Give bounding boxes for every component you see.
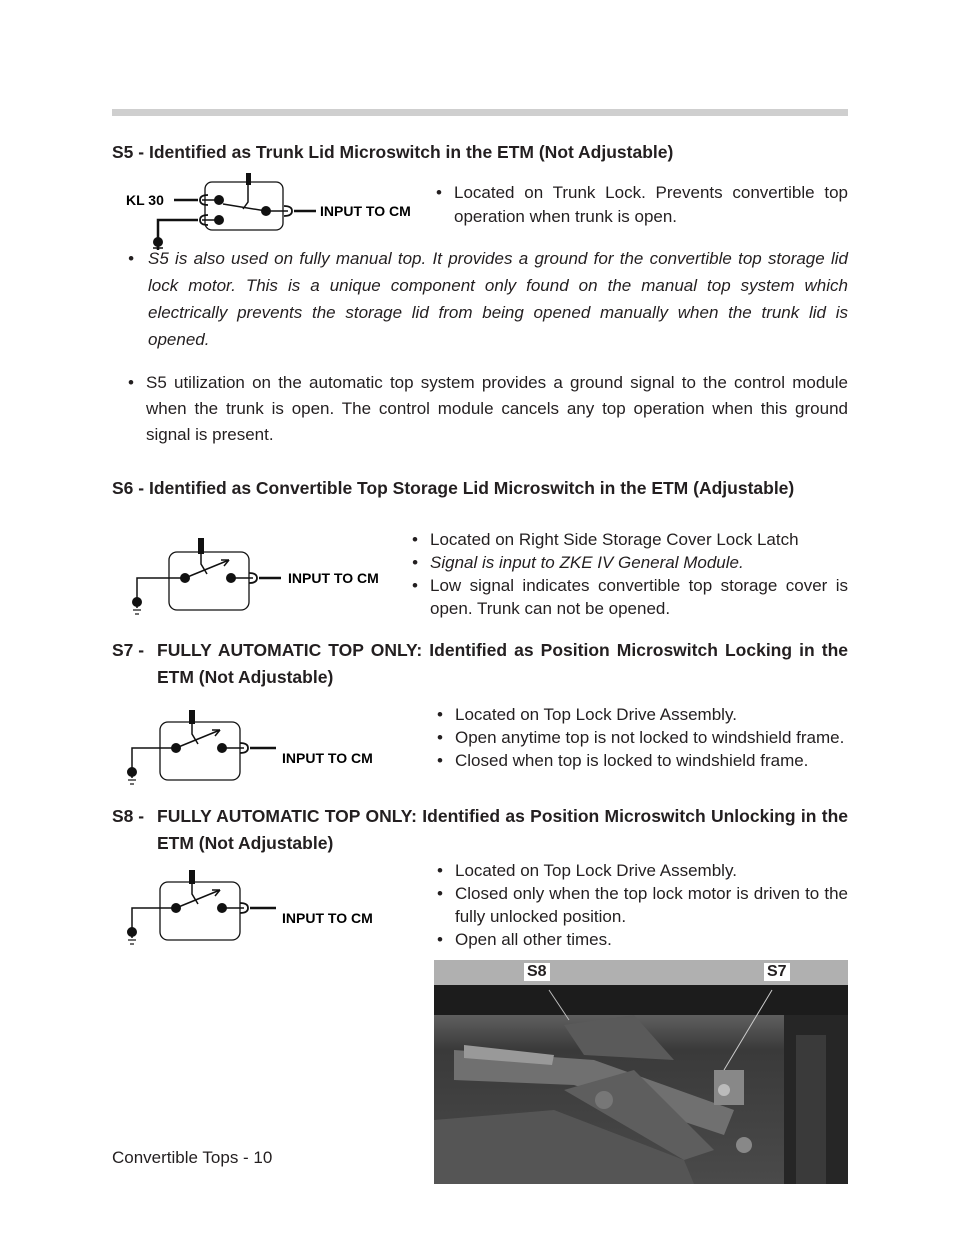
s8-heading-prefix: S8 -: [112, 806, 145, 826]
s5-note-2: [128, 370, 848, 448]
s7-bullet: • Closed when top is locked to windshield frame.: [437, 749, 848, 772]
photo-label-s8: S8: [524, 963, 550, 981]
s5-bullet-list: [436, 181, 848, 229]
s7-heading-prefix: S7 -: [112, 640, 145, 660]
s5-bullet: • Located on Trunk Lock. Prevents convertible top operation when trunk is open.: [436, 181, 848, 229]
s6-bullet: • Signal is input to ZKE IV General Module.: [412, 551, 848, 574]
s7-bullet: • Open anytime top is not locked to windshield frame.: [437, 726, 848, 749]
header-rule: [112, 109, 848, 116]
s8-heading: [112, 803, 848, 857]
s8-switch-diagram: [120, 870, 400, 960]
s6-bullet: • Located on Right Side Storage Cover Lock Latch: [412, 528, 848, 551]
s8-bullet: • Closed only when the top lock motor is driven to the fully unlocked position.: [437, 882, 848, 928]
s6-bullet: • Low signal indicates convertible top storage cover is open. Trunk can not be opened.: [412, 574, 848, 620]
s5-note-automatic: • S5 utilization on the automatic top system provides a ground signal to the control module when the trunk is open. The control module cancels any top operation when this ground signal is present.: [128, 370, 848, 448]
s8-heading-text: FULLY AUTOMATIC TOP ONLY: Identified as Position Microswitch Unlocking in the ETM (Not Adjustable): [157, 806, 848, 853]
s7-switch-diagram: [120, 710, 400, 800]
input-to-cm-label: INPUT TO CM: [288, 570, 379, 586]
s7-heading: [112, 637, 848, 691]
s5-note-manual: • S5 is also used on fully manual top. It provides a ground for the convertible top storage lid lock motor. This is a unique component only found on the manual top system which electrically prevents the storage lid from being opened manually when the trunk lid is opened.: [128, 245, 848, 353]
page-footer: Convertible Tops - 10: [112, 1148, 273, 1167]
s5-note-1: [128, 245, 848, 353]
input-to-cm-label: INPUT TO CM: [282, 750, 373, 766]
s5-heading: S5 - Identified as Trunk Lid Microswitch in the ETM (Not Adjustable): [112, 142, 674, 162]
s7-bullet-list: [437, 703, 848, 772]
s7-heading-text: FULLY AUTOMATIC TOP ONLY: Identified as Position Microswitch Locking in the ETM (Not Adjustable): [157, 640, 848, 687]
top-lock-drive-photo: [434, 960, 848, 1184]
s6-switch-diagram: [125, 530, 405, 620]
input-to-cm-label: INPUT TO CM: [320, 203, 411, 219]
s8-bullet: • Located on Top Lock Drive Assembly.: [437, 859, 848, 882]
s7-bullet: • Located on Top Lock Drive Assembly.: [437, 703, 848, 726]
kl30-label: KL 30: [126, 192, 164, 208]
s5-switch-diagram: [112, 160, 432, 250]
s8-bullet: • Open all other times.: [437, 928, 848, 951]
s8-bullet-list: [437, 859, 848, 951]
photo-label-s7: S7: [764, 963, 790, 981]
s6-heading: S6 - Identified as Convertible Top Storage Lid Microswitch in the ETM (Adjustable): [112, 478, 795, 498]
s6-bullet-list: [412, 528, 848, 620]
input-to-cm-label: INPUT TO CM: [282, 910, 373, 926]
